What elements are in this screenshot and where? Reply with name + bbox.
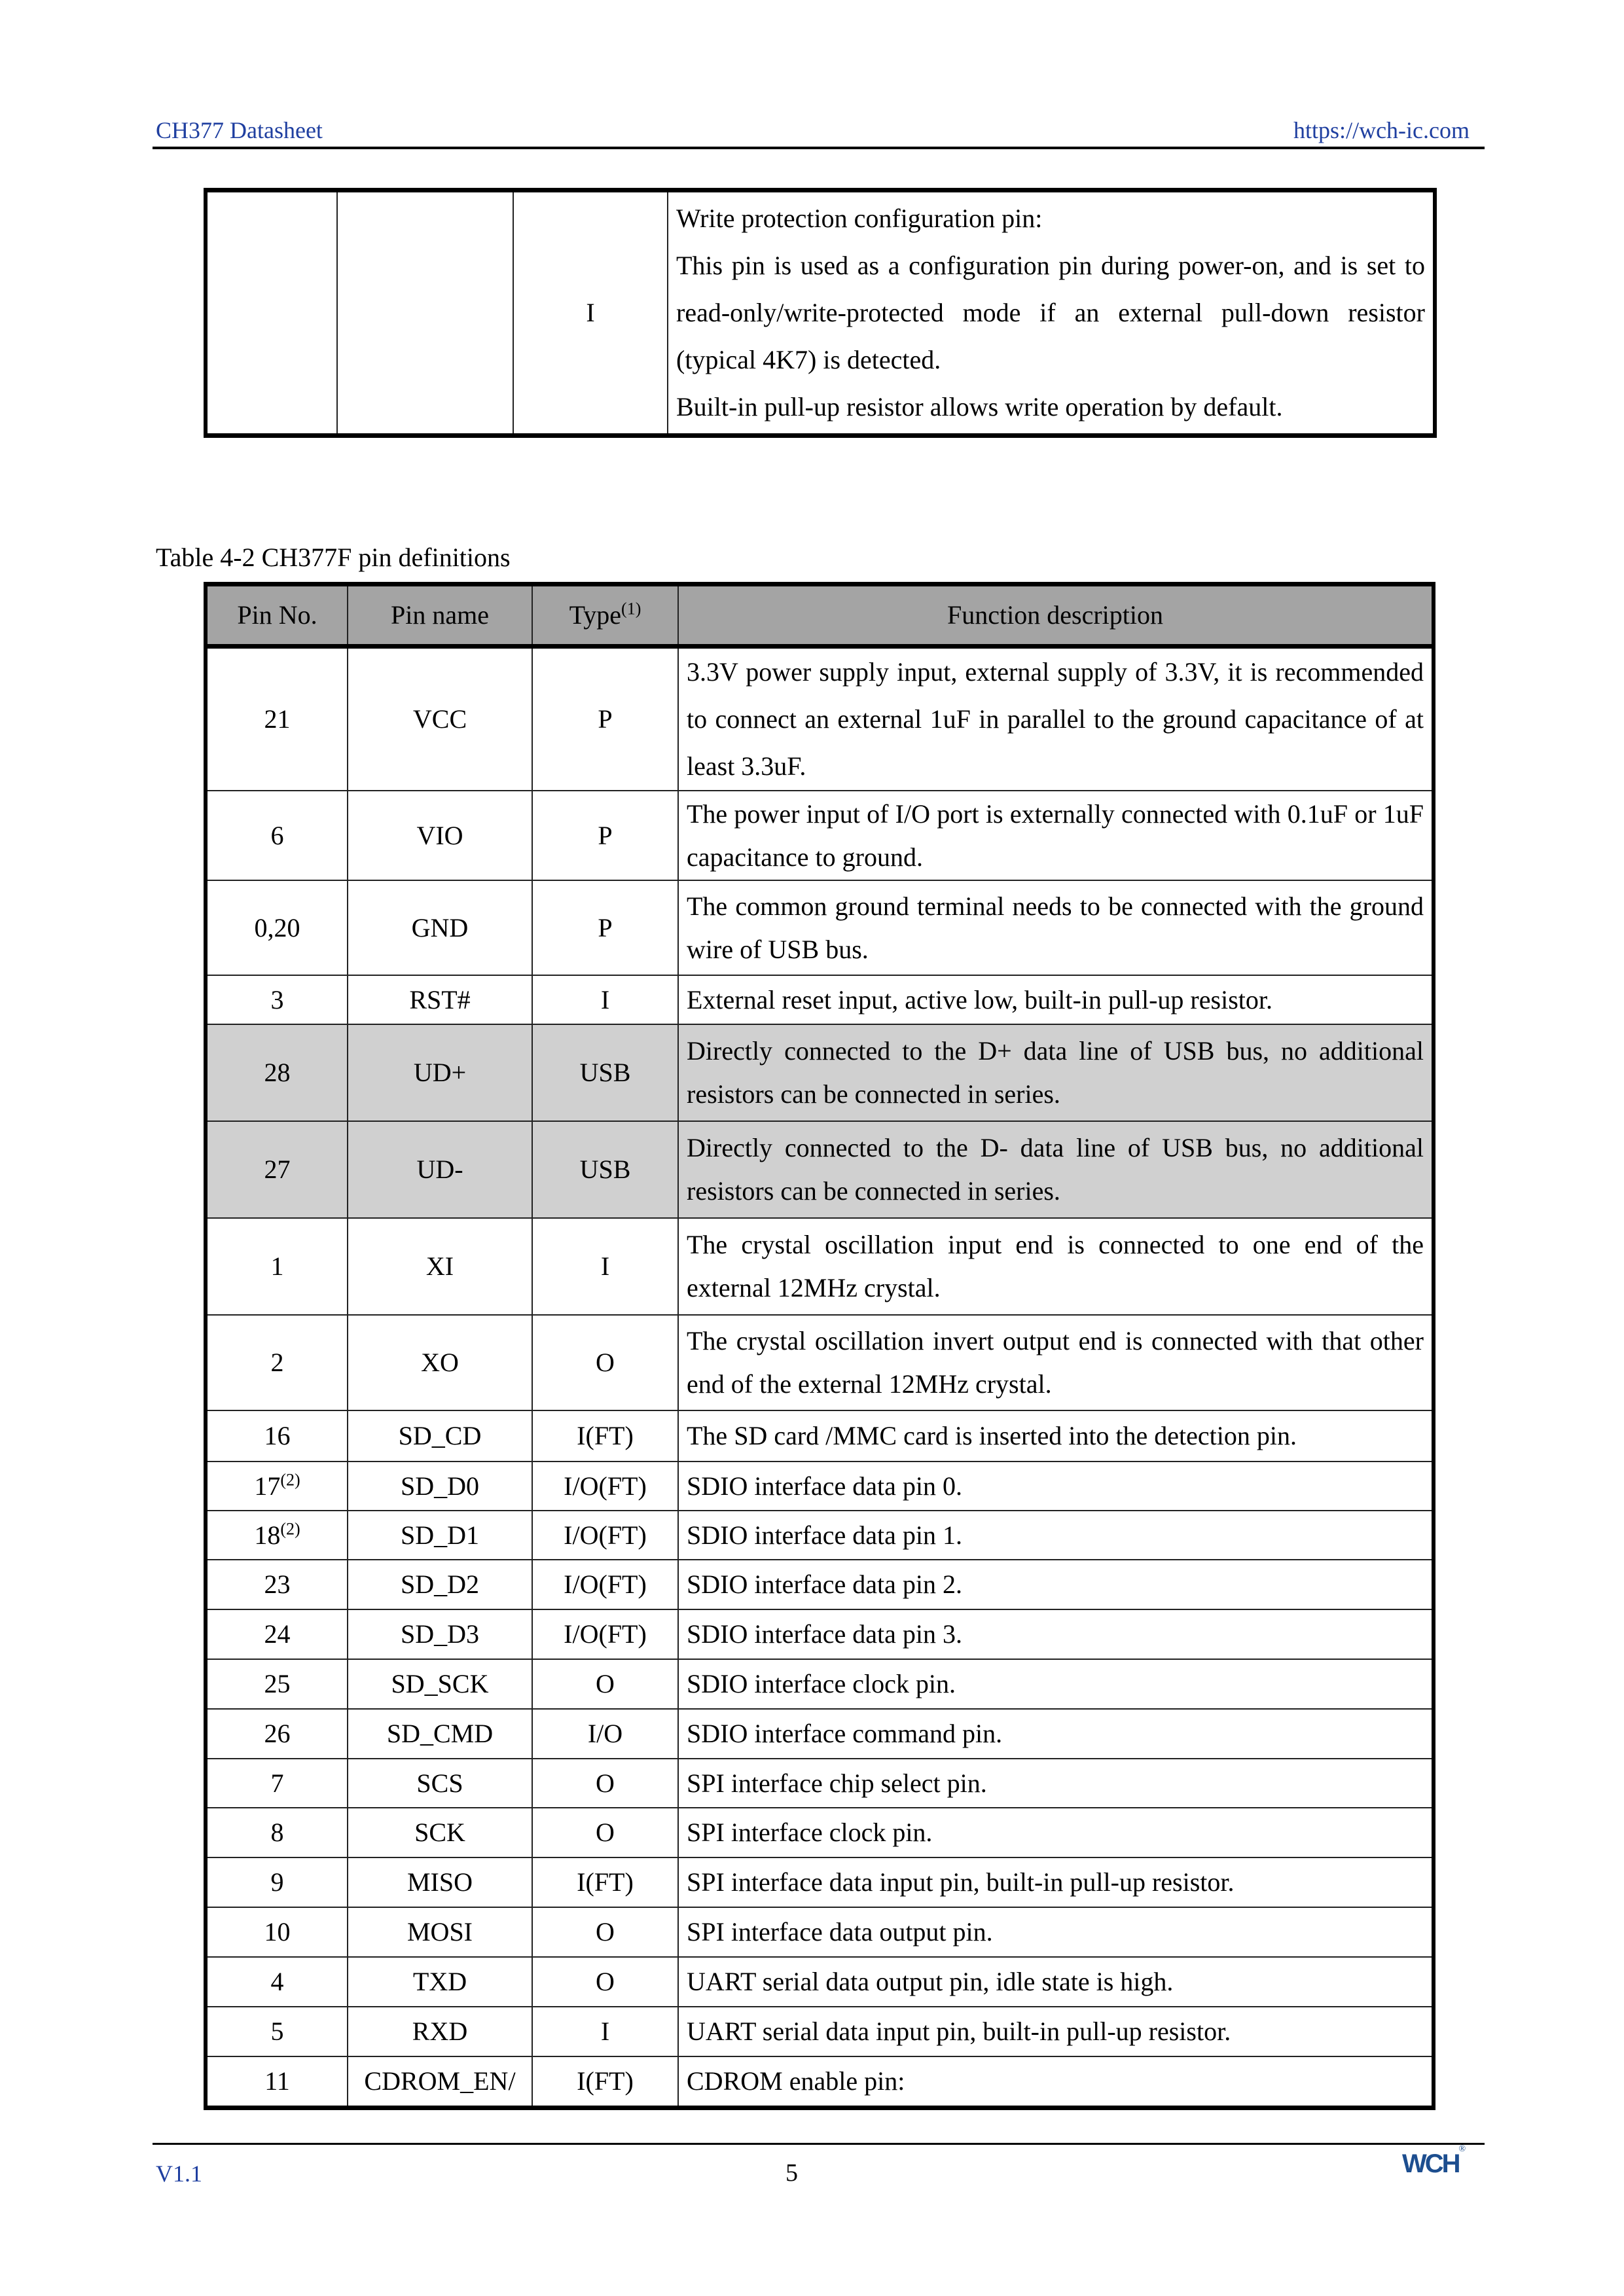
table-row <box>206 1759 1434 1808</box>
pin-no-text: 26 <box>264 1719 291 1748</box>
table-row <box>206 647 1434 791</box>
table-caption: Table 4-2 CH377F pin definitions <box>156 543 511 572</box>
pin-no-text: 1 <box>270 1251 284 1281</box>
description-cell: 3.3V power supply input, external supply of 3.3V, it is recommended to connect an external 1uF in parallel to the ground capacitance of at least 3.3uF. <box>678 647 1434 791</box>
pin-no-cell <box>206 1709 348 1759</box>
table-row <box>206 2056 1434 2108</box>
pin-no-cell <box>206 1410 348 1462</box>
description-cell: SPI interface data input pin, built-in pull-up resistor. <box>678 1857 1434 1907</box>
pin-name-cell: SD_D2 <box>348 1560 532 1609</box>
pin-no-cell <box>206 1907 348 1957</box>
pin-name-cell: SD_D1 <box>348 1511 532 1560</box>
description-cell: Directly connected to the D- data line of USB bus, no additional resistors can be connected in series. <box>678 1121 1434 1218</box>
table-row <box>206 1957 1434 2007</box>
table-row <box>206 1560 1434 1609</box>
description-cell: SDIO interface command pin. <box>678 1709 1434 1759</box>
type-cell: I(FT) <box>532 1857 678 1907</box>
type-cell: I <box>532 2007 678 2056</box>
pin-name-cell: MISO <box>348 1857 532 1907</box>
table-row <box>206 791 1434 880</box>
type-cell: I <box>532 1218 678 1315</box>
description-cell: UART serial data output pin, idle state is high. <box>678 1957 1434 2007</box>
pin-no-cell <box>206 1957 348 2007</box>
table-row <box>206 1511 1434 1560</box>
pin-name-cell: SCK <box>348 1808 532 1857</box>
pin-no-text: 16 <box>264 1421 291 1450</box>
pin-no-cell <box>206 1659 348 1709</box>
type-cell: O <box>532 1808 678 1857</box>
description-cell: SDIO interface clock pin. <box>678 1659 1434 1709</box>
footnote-marker: (2) <box>280 1519 300 1539</box>
description-cell: SDIO interface data pin 1. <box>678 1511 1434 1560</box>
description-cell: SPI interface chip select pin. <box>678 1759 1434 1808</box>
pin-no-cell <box>206 1808 348 1857</box>
table-header-row <box>206 584 1434 647</box>
description-line: Built-in pull-up resistor allows write operation by default. <box>676 392 1283 422</box>
registered-mark: ® <box>1458 2144 1466 2154</box>
type-cell: P <box>532 791 678 880</box>
wch-logo <box>1402 2144 1466 2179</box>
pin-no-cell <box>206 1560 348 1609</box>
description-cell: The power input of I/O port is externally connected with 0.1uF or 1uF capacitance to ground. <box>678 791 1434 880</box>
description-cell <box>668 190 1435 436</box>
description-cell: UART serial data input pin, built-in pull-up resistor. <box>678 2007 1434 2056</box>
logo-text: WCH <box>1402 2149 1459 2178</box>
pin-name-cell: VCC <box>348 647 532 791</box>
table-row <box>206 880 1434 975</box>
pin-no-cell <box>206 1462 348 1511</box>
pin-name-cell: RXD <box>348 2007 532 2056</box>
description-cell: SPI interface data output pin. <box>678 1907 1434 1957</box>
type-cell: O <box>532 1957 678 2007</box>
pin-no-cell <box>206 1759 348 1808</box>
pin-no-text: 23 <box>264 1570 291 1599</box>
pin-no-cell <box>206 1121 348 1218</box>
continued-pin-table <box>204 188 1437 438</box>
description-cell: SPI interface clock pin. <box>678 1808 1434 1857</box>
table-row <box>206 1659 1434 1709</box>
description-cell: The SD card /MMC card is inserted into the detection pin. <box>678 1410 1434 1462</box>
table-row <box>206 1462 1434 1511</box>
pin-no-text: 17 <box>254 1471 281 1501</box>
column-header-pin-name: Pin name <box>348 584 532 647</box>
type-cell: I(FT) <box>532 2056 678 2108</box>
type-cell: I/O(FT) <box>532 1511 678 1560</box>
table-row <box>206 1121 1434 1218</box>
type-cell: O <box>532 1907 678 1957</box>
pin-no-cell <box>206 791 348 880</box>
pin-name-cell: SD_CD <box>348 1410 532 1462</box>
description-cell: External reset input, active low, built-in pull-up resistor. <box>678 975 1434 1024</box>
pin-name-cell: UD- <box>348 1121 532 1218</box>
description-cell: The crystal oscillation invert output end is connected with that other end of the external 12MHz crystal. <box>678 1315 1434 1410</box>
description-cell: SDIO interface data pin 0. <box>678 1462 1434 1511</box>
pin-name-cell: SCS <box>348 1759 532 1808</box>
type-cell: I(FT) <box>532 1410 678 1462</box>
description-line: Write protection configuration pin: <box>676 204 1043 233</box>
pin-definitions-table <box>204 582 1435 2110</box>
pin-name-cell: VIO <box>348 791 532 880</box>
type-cell: I <box>532 975 678 1024</box>
pin-no-text: 18 <box>254 1520 281 1550</box>
table-row <box>206 2007 1434 2056</box>
pin-name-cell: UD+ <box>348 1024 532 1121</box>
pin-no-cell <box>206 1609 348 1659</box>
column-header-type: Type$^{(1)}$ <box>532 584 678 647</box>
pin-no-cell <box>206 2056 348 2108</box>
pin-name-cell: SD_CMD <box>348 1709 532 1759</box>
pin-name-cell: SD_D3 <box>348 1609 532 1659</box>
type-cell: I/O(FT) <box>532 1560 678 1609</box>
table-row <box>206 1857 1434 1907</box>
pin-no-text: 28 <box>264 1058 291 1087</box>
column-header-function-description: Function description <box>678 584 1434 647</box>
pin-no-text: 2 <box>270 1348 284 1377</box>
type-cell: I/O <box>532 1709 678 1759</box>
table-row <box>206 1410 1434 1462</box>
pin-name-cell: SD_D0 <box>348 1462 532 1511</box>
pin-no-cell <box>206 647 348 791</box>
type-cell: O <box>532 1315 678 1410</box>
description-cell: SDIO interface data pin 3. <box>678 1609 1434 1659</box>
pin-name-cell: XI <box>348 1218 532 1315</box>
table-row <box>206 1907 1434 1957</box>
pin-no-text: 4 <box>270 1967 284 1996</box>
pin-name-cell: TXD <box>348 1957 532 2007</box>
description-cell: CDROM enable pin: <box>678 2056 1434 2108</box>
pin-no-text: 24 <box>264 1619 291 1649</box>
pin-no-text: 6 <box>270 820 284 850</box>
table-row <box>206 1315 1434 1410</box>
website-link[interactable]: https://wch-ic.com <box>1293 117 1470 143</box>
pin-name-cell: GND <box>348 880 532 975</box>
pin-name-cell: SD_SCK <box>348 1659 532 1709</box>
pin-no-text: 7 <box>270 1768 284 1798</box>
pin-no-cell <box>206 1218 348 1315</box>
footer-divider <box>153 2143 1485 2145</box>
type-cell: P <box>532 880 678 975</box>
type-cell: I/O(FT) <box>532 1462 678 1511</box>
pin-no-text: 21 <box>264 704 291 734</box>
table-row <box>206 975 1434 1024</box>
table-row <box>206 1709 1434 1759</box>
pin-no-text: 10 <box>264 1917 291 1946</box>
doc-title: CH377 Datasheet <box>156 117 323 143</box>
type-cell: I <box>513 190 668 436</box>
pin-no-text: 11 <box>264 2066 290 2096</box>
type-cell: P <box>532 647 678 791</box>
pin-no-cell <box>206 880 348 975</box>
description-cell: SDIO interface data pin 2. <box>678 1560 1434 1609</box>
pin-name-cell: RST# <box>348 975 532 1024</box>
footnote-marker: (2) <box>280 1470 300 1490</box>
table-row <box>206 1218 1434 1315</box>
pin-no-cell <box>206 975 348 1024</box>
table-row <box>206 1609 1434 1659</box>
description-cell: Directly connected to the D+ data line of USB bus, no additional resistors can be connected in series. <box>678 1024 1434 1121</box>
table-row <box>206 190 1435 436</box>
pin-no-cell <box>206 1857 348 1907</box>
page-number: 5 <box>785 2159 798 2187</box>
pin-no-cell <box>206 190 337 436</box>
pin-no-text: 8 <box>270 1818 284 1847</box>
description-line: This pin is used as a configuration pin during power-on, and is set to read-only/write-protected mode if an external pull-down resistor (typical 4K7) is detected. <box>676 251 1425 374</box>
pin-no-text: 3 <box>270 984 284 1014</box>
footnote-marker: (1) <box>621 599 641 619</box>
description-cell: The crystal oscillation input end is connected to one end of the external 12MHz crystal. <box>678 1218 1434 1315</box>
type-cell: I/O(FT) <box>532 1609 678 1659</box>
pin-name-cell <box>337 190 513 436</box>
pin-name-cell: CDROM_EN/ <box>348 2056 532 2108</box>
pin-no-cell <box>206 2007 348 2056</box>
pin-no-cell <box>206 1511 348 1560</box>
description-cell: The common ground terminal needs to be connected with the ground wire of USB bus. <box>678 880 1434 975</box>
pin-no-cell <box>206 1024 348 1121</box>
type-cell: O <box>532 1659 678 1709</box>
table-row <box>206 1024 1434 1121</box>
type-cell: O <box>532 1759 678 1808</box>
pin-no-text: 0,20 <box>254 912 300 942</box>
pin-no-text: 27 <box>264 1155 291 1184</box>
pin-no-text: 9 <box>270 1867 284 1897</box>
pin-no-text: 25 <box>264 1669 291 1698</box>
pin-name-cell: XO <box>348 1315 532 1410</box>
pin-no-cell <box>206 1315 348 1410</box>
type-cell: USB <box>532 1024 678 1121</box>
header-divider <box>153 147 1485 149</box>
column-header-pin-no: Pin No. <box>206 584 348 647</box>
version-label: V1.1 <box>156 2161 202 2187</box>
pin-no-text: 5 <box>270 2017 284 2046</box>
pin-name-cell: MOSI <box>348 1907 532 1957</box>
type-cell: USB <box>532 1121 678 1218</box>
table-row <box>206 1808 1434 1857</box>
